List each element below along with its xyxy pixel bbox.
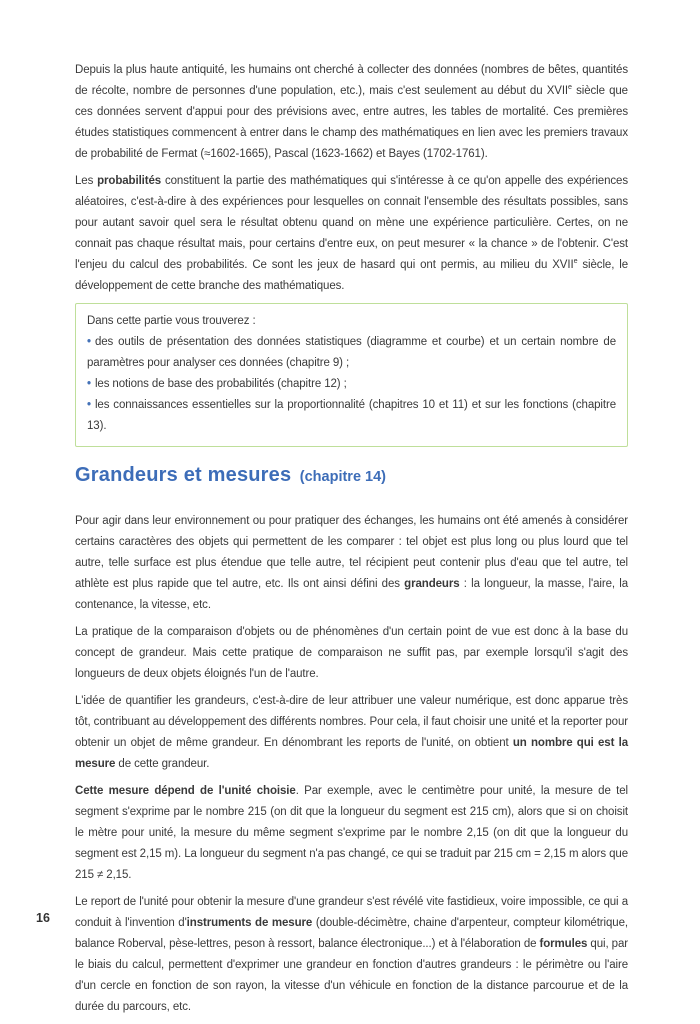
summary-box-item: [87, 332, 616, 374]
bullet-dot-icon: •: [87, 378, 91, 390]
intro-paragraph-history: Depuis la plus haute antiquité, les humains ont cherché à collecter des données (nombres de bêtes, quantités de récolte, nombre de personnes d'une population, etc.), mais c'est seulement au début du XVIIe siècle que ces données servent d'appui pour des prévisions avec, entre autres, les tables de mortalité. Ces premières études statistiques commencent à entrer dans le champ des mathématiques en lien avec les premiers travaux de probabilité de Fermat (≈1602-1665), Pascal (1623-1662) et Bayes (1702-1761).: [75, 64, 628, 160]
section-paragraph-comparer: Pour agir dans leur environnement ou pour pratiquer des échanges, les humains ont été amenés à considérer certains caractères des objets qui permettent de les comparer : tel objet est plus long ou plus lourd que tel autre, telle surface est plus étendue que telle autre, tel récipient peut contenir plus d'eau que tel autre, tel athlète est plus rapide que tel autre, etc. Ils ont ainsi défini des grandeurs : la longueur, la masse, l'aire, la contenance, la vitesse, etc.: [75, 515, 628, 611]
section-heading: [75, 464, 628, 487]
summary-box-item: [87, 374, 616, 395]
bullet-dot-icon: •: [87, 336, 91, 348]
section-subtitle: (chapitre 14): [299, 469, 387, 485]
summary-box-item: [87, 395, 616, 437]
page-content: [75, 60, 628, 1024]
section-title: Grandeurs et mesures: [75, 464, 292, 486]
intro-paragraph-probabilities: Les probabilités constituent la partie des mathématiques qui s'intéresse à ce qu'on appelle des expériences aléatoires, c'est-à-dire à des expériences pour lesquelles on connait l'ensemble des résultats possibles, sans pour autant savoir quel sera le résultat obtenu quand on mène une expérience particulière. Certes, on ne connait pas chaque résultat mais, pour certains d'entre eux, on peut mesurer « la chance » de l'obtenir. C'est l'enjeu du calcul des probabilités. Ce sont les jeux de hasard qui ont permis, au milieu du XVIIe siècle, le développement de cette branche des mathématiques.: [75, 175, 628, 292]
section-paragraph-instruments: Le report de l'unité pour obtenir la mesure d'une grandeur s'est révélé vite fastidieux, voire impossible, ce qui a conduit à l'invention d'instruments de mesure (double-décimètre, chaine d'arpenteur, compteur kilométrique, balance Roberval, pèse-lettres, peson à ressort, balance électronique...) et à l'élaboration de formules qui, par le biais du calcul, permettent d'exprimer une grandeur en fonction d'autres grandeurs : le périmètre ou l'aire d'un cercle en fonction de son rayon, la vitesse d'un véhicule en fonction de la distance parcourue et de la durée du parcours, etc.: [75, 896, 628, 1013]
bullet-dot-icon: •: [87, 399, 91, 411]
summary-box-intro: Dans cette partie vous trouverez :: [87, 315, 256, 327]
page-number: 16: [36, 911, 50, 925]
summary-box-item-text: les connaissances essentielles sur la proportionnalité (chapitres 10 et 11) et sur les fonctions (chapitre 13).: [87, 399, 616, 432]
summary-box-item-text: des outils de présentation des données statistiques (diagramme et courbe) et un certain nombre de paramètres pour analyser ces données (chapitre 9) ;: [87, 336, 616, 369]
section-paragraph-unite: Cette mesure dépend de l'unité choisie. Par exemple, avec le centimètre pour unité, la mesure de tel segment s'exprime par le nombre 215 (on dit que la longueur du segment est 215 cm), alors que si on choisit le mètre pour unité, la mesure du même segment s'exprime par le nombre 2,15 (on dit que la longueur du segment est 2,15 m). La longueur du segment n'a pas changé, ce qui se traduit par 215 cm = 2,15 m alors que 215 ≠ 2,15.: [75, 785, 628, 881]
section-paragraph-pratique: La pratique de la comparaison d'objets ou de phénomènes d'un certain point de vue est donc à la base du concept de grandeur. Mais cette pratique de comparaison ne suffit pas, par exemple lorsqu'il s'agit des longueurs de deux objets éloignés l'un de l'autre.: [75, 626, 628, 680]
section-paragraph-quantifier: L'idée de quantifier les grandeurs, c'est-à-dire de leur attribuer une valeur numérique, est donc apparue très tôt, contribuant au développement des différents nombres. Pour cela, il faut choisir une unité et la reporter pour obtenir un objet de même grandeur. En dénombrant les reports de l'unité, on obtient un nombre qui est la mesure de cette grandeur.: [75, 695, 628, 770]
part-summary-box: [75, 303, 628, 447]
summary-box-item-text: les notions de base des probabilités (chapitre 12) ;: [94, 378, 347, 390]
